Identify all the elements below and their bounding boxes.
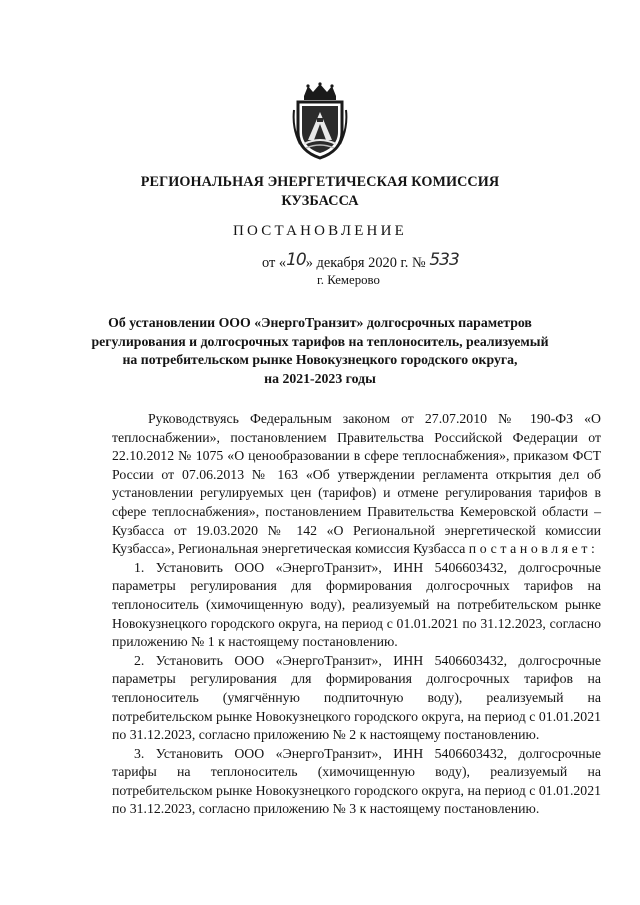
- document-type-title: ПОСТАНОВЛЕНИЕ: [233, 223, 407, 239]
- organization-name-line-1: РЕГИОНАЛЬНАЯ ЭНЕРГЕТИЧЕСКАЯ КОМИССИЯ: [140, 174, 500, 190]
- preamble-text: Руководствуясь Федеральным законом от 27.07.2010 № 190-ФЗ «О теплоснабжении», постановлением Правительства Российской Федерации от 22.10.2012 № 1075 «О ценообразовании в сфере теплоснабжения», приказом ФСТ России от 07.06.2013 № 163 «Об утверждении регламента открытия дел об установлении регулируемых цен (тарифов) и отмене регулирования тарифов в сфере теплоснабжения», постановлением Правительства Кемеровской области – Кузбасса от 19.03.2020 № 142 «О Региональной энергетической комиссии Кузбасса», Региональная энергетическая комиссия Кузбасса: [112, 411, 601, 557]
- document-date-line: [262, 252, 459, 272]
- preamble-paragraph: [112, 410, 601, 559]
- coat-of-arms-icon: [290, 82, 350, 160]
- subject-line: на 2021-2023 годы: [264, 370, 376, 386]
- date-month-year: » декабря 2020 г. №: [305, 255, 426, 271]
- subject-line: Об установлении ООО «ЭнергоТранзит» долгосрочных параметров: [108, 315, 532, 330]
- decree-item-1: 1. Установить ООО «ЭнергоТранзит», ИНН 5406603432, долгосрочные параметры регулирования для формирования долгосрочных тарифов на теплоноситель (химочищенную воду), реализуемый на потребительском рынке Новокузнецкого городского округа, на период с 01.01.2021 по 31.12.2023, согласно приложению № 1 к настоящему постановлению.: [112, 559, 601, 650]
- decree-word: постановляет:: [468, 541, 599, 557]
- document-subject: [0, 314, 640, 388]
- subject-line: регулирования и долгосрочных тарифов на теплоноситель, реализуемый: [91, 333, 549, 349]
- organization-name-line-2: КУЗБАССА: [281, 193, 359, 209]
- decree-item-2: 2. Установить ООО «ЭнергоТранзит», ИНН 5406603432, долгосрочные параметры регулирования для формирования долгосрочных тарифов на теплоноситель (умягчённую подпиточную воду), реализуемый на потребительском рынке Новокузнецкого городского округа, на период с 01.01.2021 по 31.12.2023, согласно приложению № 2 к настоящему постановлению.: [112, 652, 601, 743]
- document-body: [112, 410, 601, 819]
- date-prefix: от «: [262, 255, 287, 271]
- date-day-handwritten: 10: [286, 250, 306, 270]
- subject-line: на потребительском рынке Новокузнецкого городского округа,: [122, 352, 518, 367]
- document-number-handwritten: 533: [429, 250, 459, 270]
- decree-item-3: 3. Установить ООО «ЭнергоТранзит», ИНН 5406603432, долгосрочные тарифы на теплоноситель (химочищенную воду), реализуемый на потребительском рынке Новокузнецкого городского округа, на период с 01.01.2021 по 31.12.2023, согласно приложению № 3 к настоящему постановлению.: [112, 745, 601, 817]
- city-name: г. Кемерово: [317, 273, 380, 287]
